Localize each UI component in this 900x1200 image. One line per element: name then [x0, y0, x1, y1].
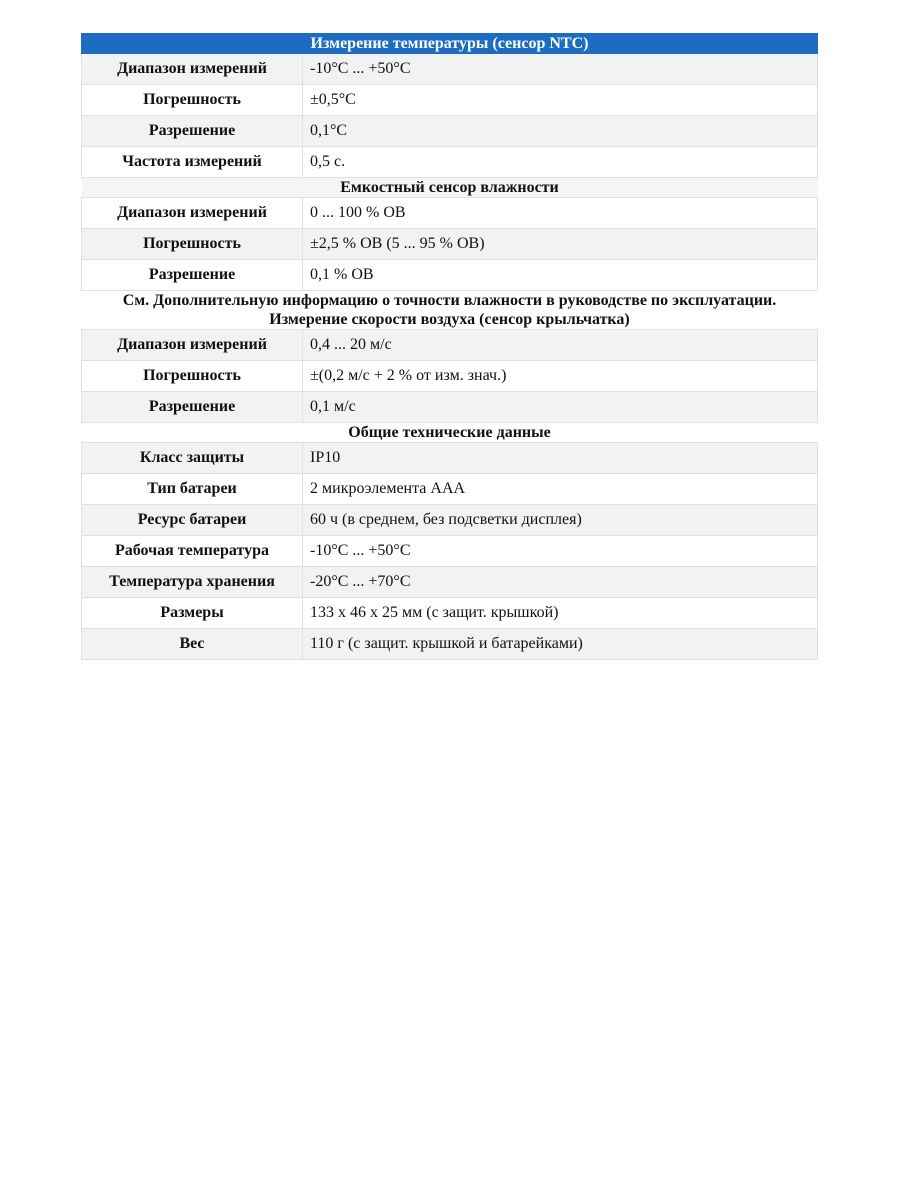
row-label: Ресурс батареи [82, 505, 303, 536]
table-row [82, 116, 818, 147]
row-value: 0,4 ... 20 м/с [303, 330, 818, 361]
row-label: Погрешность [82, 85, 303, 116]
row-label: Разрешение [82, 260, 303, 291]
row-label: Диапазон измерений [82, 330, 303, 361]
table-row [82, 147, 818, 178]
table-row [82, 198, 818, 229]
row-value: 0,1 % ОВ [303, 260, 818, 291]
row-value: IP10 [303, 443, 818, 474]
table-row [82, 260, 818, 291]
table-row [82, 598, 818, 629]
row-value: ±(0,2 м/с + 2 % от изм. знач.) [303, 361, 818, 392]
row-label: Частота измерений [82, 147, 303, 178]
row-value: 110 г (с защит. крышкой и батарейками) [303, 629, 818, 660]
humidity-note: См. Дополнительную информацию о точности влажности в руководстве по эксплуатации. [82, 291, 818, 311]
row-label: Класс защиты [82, 443, 303, 474]
table-row [82, 474, 818, 505]
table-row [82, 85, 818, 116]
row-value: -10°C ... +50°C [303, 54, 818, 85]
row-value: ±2,5 % ОВ (5 ... 95 % ОВ) [303, 229, 818, 260]
row-label: Рабочая температура [82, 536, 303, 567]
table-row [82, 330, 818, 361]
section-title-general: Общие технические данные [82, 423, 818, 443]
table-row [82, 443, 818, 474]
row-label: Тип батареи [82, 474, 303, 505]
section-header-row [82, 423, 818, 443]
row-value: 0,1°C [303, 116, 818, 147]
row-label: Вес [82, 629, 303, 660]
row-value: 2 микроэлемента AAA [303, 474, 818, 505]
row-label: Погрешность [82, 229, 303, 260]
row-value: ±0,5°C [303, 85, 818, 116]
table-row [82, 361, 818, 392]
table-row [82, 567, 818, 598]
row-label: Размеры [82, 598, 303, 629]
row-label: Диапазон измерений [82, 198, 303, 229]
spec-table [81, 33, 818, 660]
row-label: Разрешение [82, 116, 303, 147]
section-header-row [82, 178, 818, 198]
row-value: -20°C ... +70°C [303, 567, 818, 598]
row-value: 0,1 м/с [303, 392, 818, 423]
table-row [82, 505, 818, 536]
section-title-airspeed: Измерение скорости воздуха (сенсор крыльчатка) [82, 310, 818, 330]
row-value: 133 x 46 x 25 мм (с защит. крышкой) [303, 598, 818, 629]
row-label: Погрешность [82, 361, 303, 392]
row-label: Разрешение [82, 392, 303, 423]
row-value: -10°C ... +50°C [303, 536, 818, 567]
section-header-row [82, 310, 818, 330]
table-row [82, 54, 818, 85]
row-label: Диапазон измерений [82, 54, 303, 85]
row-value: 0 ... 100 % ОВ [303, 198, 818, 229]
section-title-humidity: Емкостный сенсор влажности [82, 178, 818, 198]
table-title-row [82, 34, 818, 54]
row-value: 60 ч (в среднем, без подсветки дисплея) [303, 505, 818, 536]
table-title: Измерение температуры (сенсор NTC) [82, 34, 818, 54]
table-row [82, 392, 818, 423]
note-row [82, 291, 818, 311]
row-value: 0,5 с. [303, 147, 818, 178]
table-row [82, 536, 818, 567]
table-row [82, 629, 818, 660]
table-row [82, 229, 818, 260]
row-label: Температура хранения [82, 567, 303, 598]
